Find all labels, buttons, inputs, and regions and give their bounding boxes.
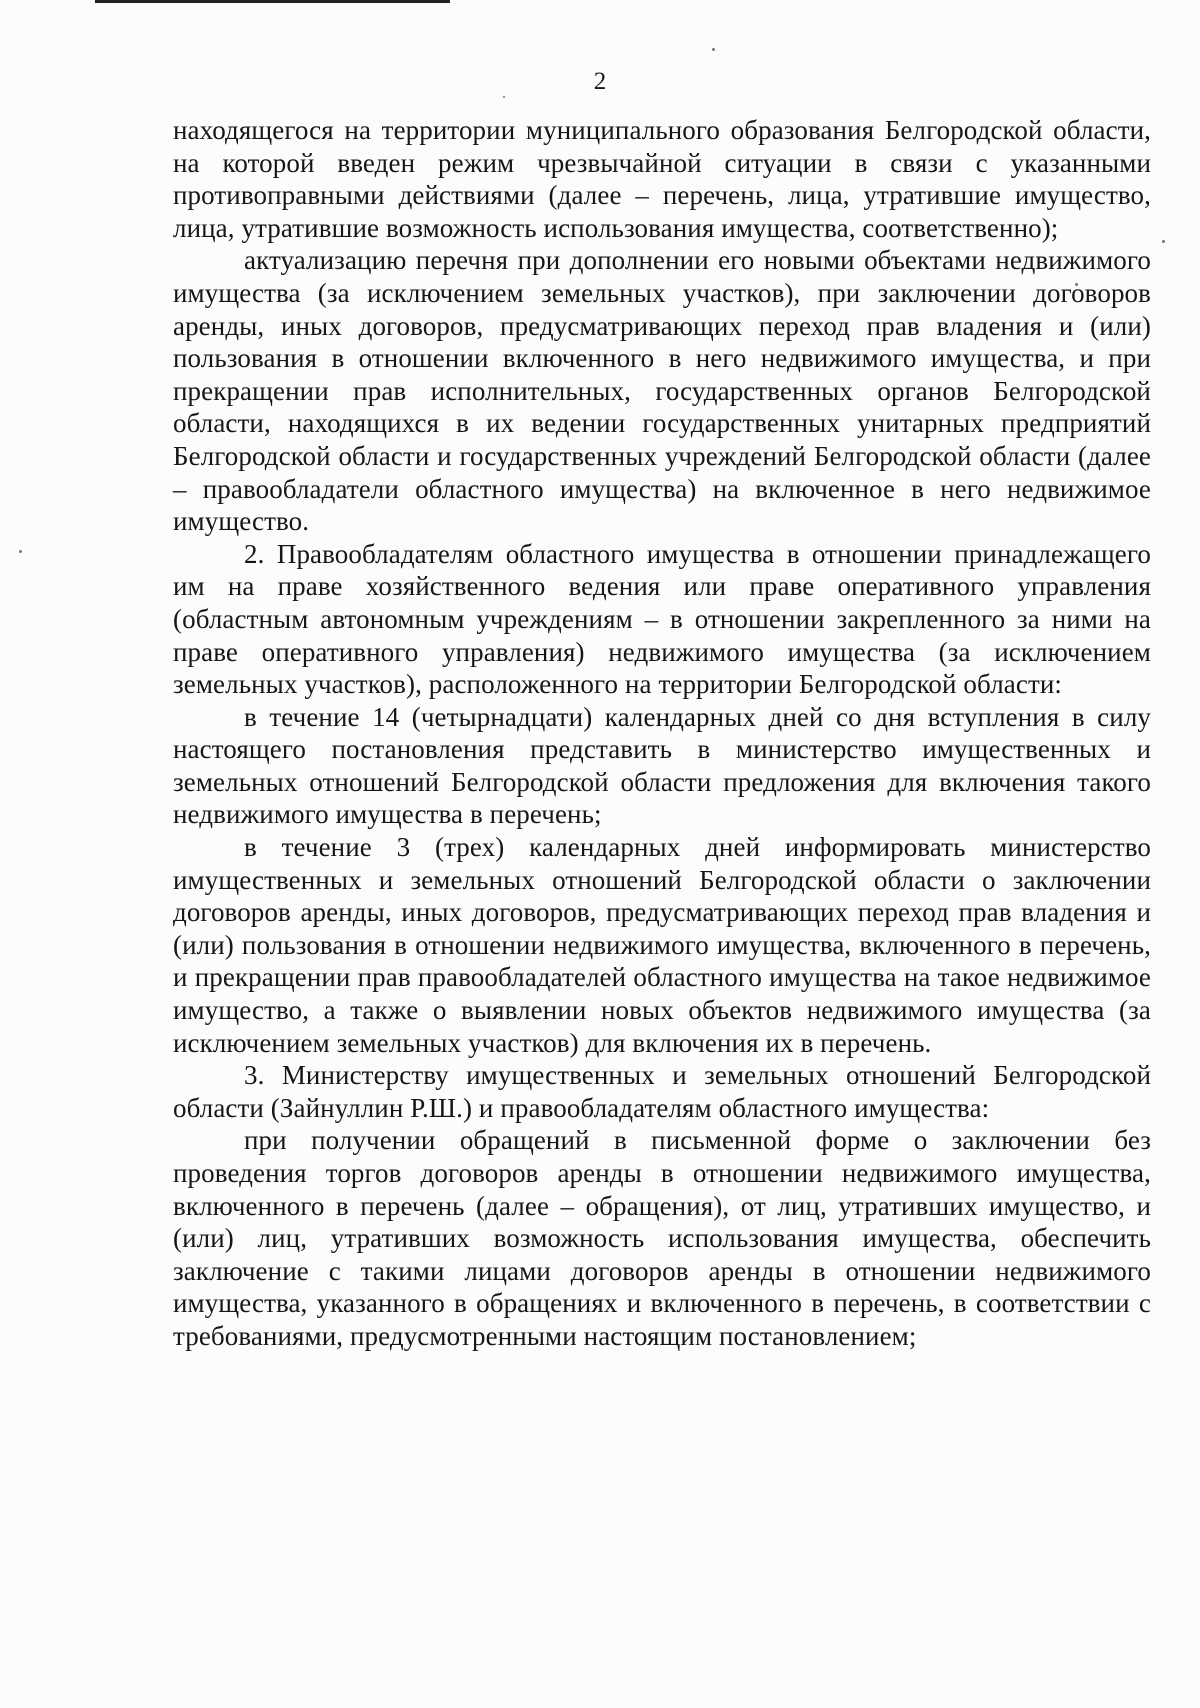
paragraph: находящегося на территории муниципального образования Белгородской области, на которой введен режим чрезвычайной ситуации в связи с указанными противоправными действиями (далее – перечень, лица, утратившие имущество, лица, утратившие возможность использования имущества, соответственно);	[173, 115, 1151, 243]
scan-speck	[503, 96, 505, 98]
scan-speck	[712, 48, 715, 51]
paragraph: 3. Министерству имущественных и земельных отношений Белгородской области (Зайнуллин Р.Ш.) и правообладателям областного имущества:	[173, 1060, 1151, 1123]
scan-speck	[1162, 240, 1165, 243]
page-number: 2	[593, 68, 607, 95]
scan-speck	[19, 550, 22, 553]
paragraph: при получении обращений в письменной форме о заключении без проведения торгов договоров аренды в отношении недвижимого имущества, включенного в перечень (далее – обращения), от лиц, утративших имущество, и (или) лиц, утративших возможность использования имущества, обеспечить заключение с такими лицами договоров аренды в отношении недвижимого имущества, указанного в обращениях и включенного в перечень, в соответствии с требованиями, предусмотренными настоящим постановлением;	[173, 1125, 1151, 1351]
paragraph: 2. Правообладателям областного имущества в отношении принадлежащего им на праве хозяйственного ведения или праве оперативного управления (областным автономным учреждениям – в отношении закрепленного за ними на праве оперативного управления) недвижимого имущества (за исключением земельных участков), расположенного на территории Белгородской области:	[173, 538, 1151, 700]
paragraph: в течение 14 (четырнадцати) календарных дней со дня вступления в силу настоящего постановления представить в министерство имущественных и земельных отношений Белгородской области предложения для включения такого недвижимого имущества в перечень;	[173, 701, 1151, 830]
scan-top-edge	[95, 0, 450, 3]
document-body	[173, 114, 1151, 1353]
paragraph: актуализацию перечня при дополнении его новыми объектами недвижимого имущества (за исключением земельных участков), при заключении договоров аренды, иных договоров, предусматривающих переход прав владения и (или) пользования в отношении включенного в него недвижимого имущества, и при прекращении прав исполнительных, государственных органов Белгородской области, находящихся в их ведении государственных унитарных предприятий Белгородской области и государственных учреждений Белгородской области (далее – правообладатели областного имущества) на включенное в него недвижимое имущество.	[173, 245, 1151, 537]
paragraph: в течение 3 (трех) календарных дней информировать министерство имущественных и земельных отношений Белгородской области о заключении договоров аренды, иных договоров, предусматривающих переход прав владения и (или) пользования в отношении недвижимого имущества, включенного в перечень, и прекращении прав правообладателей областного имущества на такое недвижимое имущество, а также о выявлении новых объектов недвижимого имущества (за исключением земельных участков) для включения их в перечень.	[173, 832, 1151, 1058]
